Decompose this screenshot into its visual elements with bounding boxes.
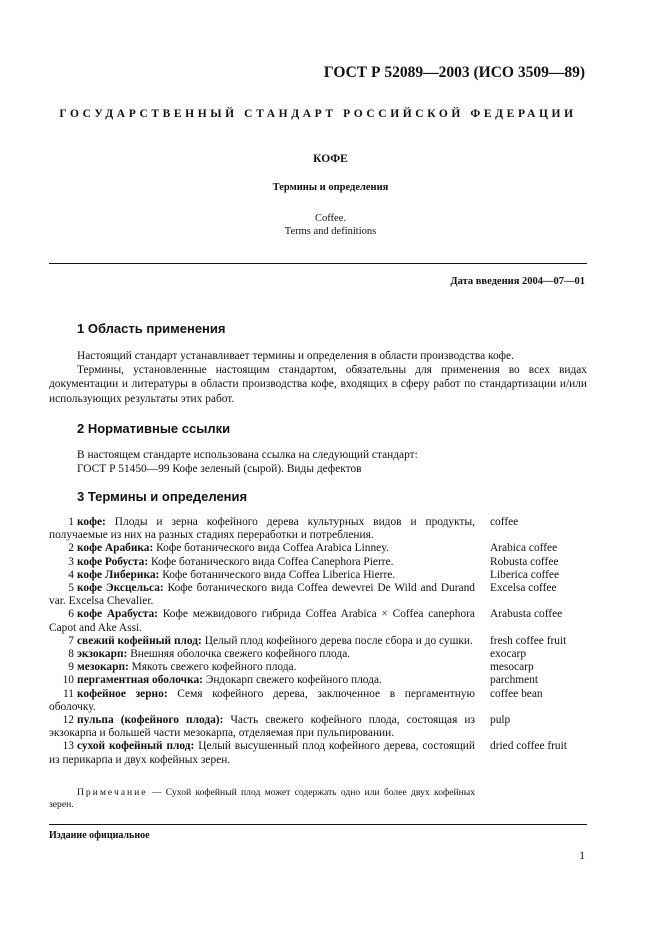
note [49, 787, 475, 812]
document-id: ГОСТ Р 52089—2003 (ИСО 3509—89) [323, 64, 585, 81]
section-1-heading: 1 Область применения [77, 321, 226, 336]
section-2-reference: ГОСТ Р 51450—99 Кофе зеленый (сырой). Виды дефектов [77, 463, 362, 475]
term-entry-7: 7 свежий кофейный плод: Целый плод кофейного дерева после сбора и до сушки. fresh coffee fruit [68, 634, 567, 647]
page-number: 1 [579, 850, 585, 862]
term-entry-6: 6 кофе Арабуста: Кофе межвидового гибрида Coffea Arabica × Coffea canephora Capot and Ake Assi. Arabusta coffee [49, 608, 563, 634]
term-entry-1: 1 кофе: Плоды и зерна кофейного дерева культурных видов и продукты, получаемые из них на разных стадиях переработки и потребления. coffee [49, 516, 519, 542]
bottom-divider [49, 824, 587, 825]
term-entry-5: 5 кофе Эксцельса: Кофе ботанического вида Coffea dewevrei De Wild and Durand var. Excelsa Chevalier. Excelsa coffee [49, 582, 557, 608]
introduction-date: Дата введения 2004—07—01 [450, 276, 585, 287]
section-2-paragraph-1: В настоящем стандарте использована ссылка на следующий стандарт: [77, 449, 418, 461]
top-divider [49, 263, 587, 264]
section-3-heading: 3 Термины и определения [77, 489, 248, 504]
term-entry-13: 13 сухой кофейный плод: Целый высушенный плод кофейного дерева, состоящий из перикарпа и двух кофейных зерен. dried coffee fruit [49, 740, 567, 766]
page-title: КОФЕ [313, 153, 348, 165]
english-title [0, 212, 661, 238]
note-text: — Сухой кофейный плод может содержать одно или более двух кофейных зерен. [49, 787, 475, 811]
english-title-line1: Coffee. [314, 213, 346, 224]
page-subtitle: Термины и определения [272, 182, 389, 193]
terms-list [49, 516, 587, 767]
section-1-paragraph-1: Настоящий стандарт устанавливает термины и определения в области производства кофе. [77, 350, 514, 362]
term-entry-4: 4 кофе Либерика: Кофе ботанического вида Coffea Liberica Hierre. Liberica coffee [68, 568, 560, 581]
term-entry-9: 9 мезокарп: Мякоть свежего кофейного плода. mesocarp [68, 661, 534, 674]
term-entry-3: 3 кофе Робуста: Кофе ботанического вида Coffea Canephora Pierre. Robusta coffee [68, 555, 559, 568]
edition-label: Издание официальное [49, 830, 150, 841]
state-standard-heading: ГОСУДАРСТВЕННЫЙ СТАНДАРТ РОССИЙСКОЙ ФЕДЕРАЦИИ [59, 108, 577, 120]
section-2-heading: 2 Нормативные ссылки [77, 421, 231, 436]
english-title-line2: Terms and definitions [284, 226, 377, 237]
term-entry-11: 11 кофейное зерно: Семя кофейного дерева, заключенное в пергаментную оболочку. coffee bean [49, 687, 543, 713]
note-label: Примечание [77, 787, 148, 798]
term-entry-2: 2 кофе Арабика: Кофе ботанического вида Coffea Arabica Linney. Arabica coffee [68, 542, 558, 555]
section-1-paragraph-2: Термины, установленные настоящим стандартом, обязательны для применения во всех видах документации и литературы в области производства кофе, входящих в сферу работ по стандартизации и/или использующих результаты этих работ. [49, 364, 587, 405]
term-entry-10: 10 пергаментная оболочка: Эндокарп свежего кофейного плода. parchment [62, 674, 539, 687]
term-entry-8: 8 экзокарп: Внешняя оболочка свежего кофейного плода. exocarp [68, 648, 527, 661]
term-entry-12: 12 пульпа (кофейного плода): Часть свежего кофейного плода, состоящая из экзокарпа и большей части мезокарпа, отделяемая при пульпировании. pulp [49, 714, 511, 740]
